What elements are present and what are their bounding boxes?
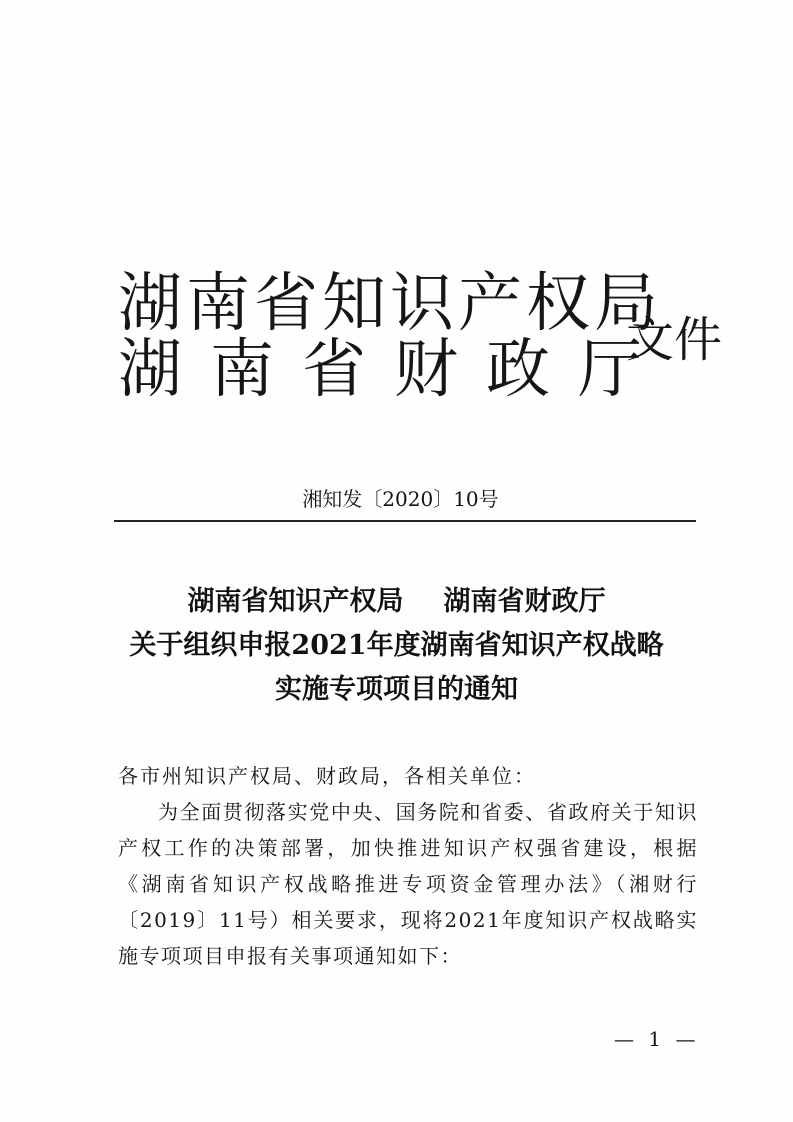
body-paragraph: 为全面贯彻落实党中央、国务院和省委、省政府关于知识产权工作的决策部署，加快推进知识产权强省建设，根据《湖南省知识产权战略推进专项资金管理办法》（湘财行〔2019〕11号）相关要求，现将2021年度知识产权战略实施专项项目申报有关事项通知如下： [118, 800, 698, 968]
header-divider [114, 520, 696, 522]
title-line-3: 实施专项项目的通知 [275, 674, 518, 705]
document-title [0, 580, 793, 712]
issuer-name-finance-dept: 湖南省财政厅 [118, 333, 670, 407]
issuer-header [118, 266, 723, 416]
title-line-2: 关于组织申报2021年度湖南省知识产权战略 [129, 630, 664, 661]
document-number-row [0, 486, 793, 512]
document-body [118, 758, 698, 974]
issuer-name-ip-office: 湖南省知识产权局 [118, 267, 662, 341]
title-line-1 [0, 580, 793, 624]
issuer-suffix: 文件 [626, 312, 723, 368]
title-issuer-a: 湖南省知识产权局 [187, 586, 404, 617]
document-number: 湘知发〔2020〕10号 [302, 487, 499, 511]
salutation: 各市州知识产权局、财政局，各相关单位： [118, 764, 536, 788]
page-number: — 1 — [614, 1027, 700, 1051]
title-issuer-b: 湖南省财政厅 [443, 586, 606, 617]
